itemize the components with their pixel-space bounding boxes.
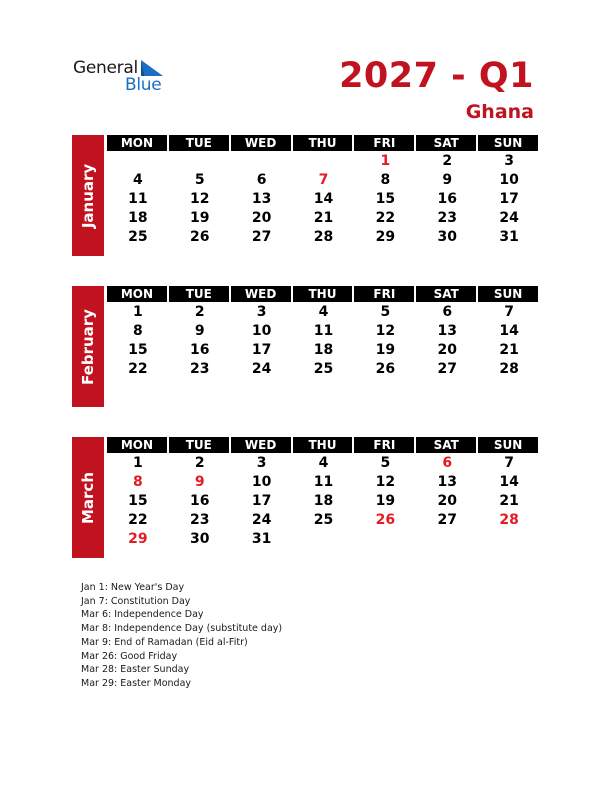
calendar-grid [107, 135, 540, 246]
holiday-day-cell: 28 [499, 512, 519, 528]
day-cell: 23 [190, 361, 210, 377]
logo-text-general: General [73, 58, 138, 78]
day-cell: 13 [437, 474, 457, 490]
holiday-note: Mar 9: End of Ramadan (Eid al-Fitr) [81, 636, 248, 648]
weekday-header: THU [293, 135, 353, 151]
holiday-note: Mar 29: Easter Monday [81, 677, 192, 689]
day-cell: 3 [256, 455, 267, 471]
day-cell: 2 [194, 304, 205, 320]
month-name: March [79, 471, 97, 524]
holiday-day-cell: 29 [128, 531, 148, 547]
weekday-header: TUE [169, 437, 229, 453]
day-cell: 10 [499, 172, 519, 188]
month-name: January [79, 163, 97, 228]
day-cell: 26 [375, 361, 396, 377]
day-cell: 10 [251, 474, 272, 490]
day-cell: 16 [190, 342, 210, 358]
day-cell: 20 [437, 342, 457, 358]
holiday-day-cell: 6 [442, 455, 453, 471]
day-cell: 20 [437, 493, 457, 509]
day-cell: 21 [313, 210, 334, 226]
page-title: 2027 - Q1 [339, 56, 534, 96]
month-name: February [79, 308, 97, 385]
day-cell: 17 [251, 493, 272, 509]
weekday-header: FRI [354, 437, 414, 453]
day-cell: 5 [380, 455, 391, 471]
day-cell: 24 [251, 512, 272, 528]
day-cell: 20 [251, 210, 272, 226]
day-cell: 6 [442, 304, 453, 320]
month-band [72, 437, 104, 558]
empty-day-cell [169, 152, 231, 170]
day-cell: 25 [313, 361, 334, 377]
weekday-header: TUE [169, 135, 229, 151]
day-cell: 24 [499, 210, 519, 226]
day-cell: 15 [375, 191, 396, 207]
day-cell: 27 [437, 361, 457, 377]
weekday-header: WED [231, 135, 291, 151]
holiday-note: Mar 6: Independence Day [81, 609, 204, 621]
day-cell: 13 [251, 191, 272, 207]
day-cell: 21 [499, 493, 519, 509]
calendar-grid [107, 286, 540, 378]
day-cell: 25 [128, 229, 148, 245]
day-cell: 31 [499, 229, 519, 245]
day-cell: 5 [194, 172, 205, 188]
day-cell: 17 [251, 342, 272, 358]
weekday-header: SAT [416, 286, 476, 302]
day-cell: 24 [251, 361, 272, 377]
day-cell: 25 [313, 512, 334, 528]
day-cell: 19 [190, 210, 210, 226]
weekday-header: SUN [478, 437, 538, 453]
empty-day-cell [293, 152, 355, 170]
weekday-header: MON [107, 135, 167, 151]
day-cell: 29 [375, 229, 396, 245]
day-cell: 9 [194, 323, 205, 339]
holiday-note: Mar 28: Easter Sunday [81, 664, 190, 676]
day-cell: 28 [499, 361, 519, 377]
country-name: Ghana [465, 101, 534, 123]
day-cell: 27 [251, 229, 272, 245]
brand-logo [73, 58, 173, 98]
weekday-header: MON [107, 437, 167, 453]
logo-text-blue: Blue [125, 75, 162, 95]
weekday-header: SAT [416, 135, 476, 151]
day-cell: 10 [251, 323, 272, 339]
day-cell: 27 [437, 512, 457, 528]
day-cell: 21 [499, 342, 519, 358]
holiday-day-cell: 8 [133, 474, 143, 490]
day-cell: 16 [437, 191, 457, 207]
day-cell: 12 [375, 474, 396, 490]
day-cell: 19 [375, 342, 396, 358]
holiday-note: Jan 1: New Year's Day [81, 582, 185, 593]
weekday-header: FRI [354, 135, 414, 151]
weekday-header: WED [231, 286, 291, 302]
day-cell: 1 [133, 455, 143, 471]
day-cell: 28 [313, 229, 334, 245]
empty-day-cell [107, 152, 169, 170]
day-cell: 15 [128, 342, 148, 358]
holiday-note: Mar 26: Good Friday [81, 650, 178, 662]
day-cell: 4 [318, 455, 329, 471]
holiday-note: Mar 8: Independence Day (substitute day) [81, 623, 283, 635]
day-cell: 12 [375, 323, 396, 339]
day-cell: 3 [256, 304, 267, 320]
day-cell: 26 [190, 229, 210, 245]
weekday-header: SUN [478, 286, 538, 302]
day-cell: 17 [499, 191, 519, 207]
day-cell: 23 [437, 210, 457, 226]
day-cell: 16 [190, 493, 210, 509]
day-cell: 11 [128, 191, 148, 207]
day-cell: 14 [499, 474, 519, 490]
day-cell: 7 [504, 455, 514, 471]
day-cell: 18 [313, 493, 334, 509]
holiday-day-cell: 9 [194, 474, 205, 490]
weekday-header: TUE [169, 286, 229, 302]
day-cell: 7 [504, 304, 514, 320]
day-cell: 30 [437, 229, 457, 245]
holiday-day-cell: 1 [380, 153, 391, 169]
day-cell: 22 [375, 210, 396, 226]
holiday-day-cell: 7 [318, 172, 329, 188]
day-cell: 9 [442, 172, 453, 188]
day-cell: 4 [318, 304, 329, 320]
day-cell: 13 [437, 323, 457, 339]
day-cell: 1 [133, 304, 143, 320]
day-cell: 3 [504, 153, 514, 169]
day-cell: 5 [380, 304, 391, 320]
day-cell: 11 [313, 323, 334, 339]
weekday-header: SUN [478, 135, 538, 151]
day-cell: 12 [190, 191, 210, 207]
day-cell: 19 [375, 493, 396, 509]
holiday-day-cell: 26 [375, 512, 396, 528]
day-cell: 14 [499, 323, 519, 339]
day-cell: 22 [128, 512, 148, 528]
weekday-header: SAT [416, 437, 476, 453]
empty-day-cell [231, 152, 293, 170]
day-cell: 22 [128, 361, 148, 377]
weekday-header: MON [107, 286, 167, 302]
holiday-notes [81, 581, 282, 691]
day-cell: 31 [251, 531, 272, 547]
day-cell: 2 [442, 153, 453, 169]
month-band [72, 135, 104, 256]
weekday-header: FRI [354, 286, 414, 302]
holiday-note: Jan 7: Constitution Day [81, 595, 191, 607]
day-cell: 18 [128, 210, 148, 226]
day-cell: 23 [190, 512, 210, 528]
day-cell: 30 [190, 531, 210, 547]
day-cell: 4 [133, 172, 143, 188]
day-cell: 8 [133, 323, 143, 339]
day-cell: 15 [128, 493, 148, 509]
day-cell: 6 [256, 172, 267, 188]
day-cell: 8 [380, 172, 391, 188]
day-cell: 11 [313, 474, 334, 490]
weekday-header: THU [293, 437, 353, 453]
day-cell: 18 [313, 342, 334, 358]
weekday-header: WED [231, 437, 291, 453]
calendar-grid [107, 437, 540, 548]
day-cell: 14 [313, 191, 334, 207]
day-cell: 2 [194, 455, 205, 471]
weekday-header: THU [293, 286, 353, 302]
month-band [72, 286, 104, 407]
